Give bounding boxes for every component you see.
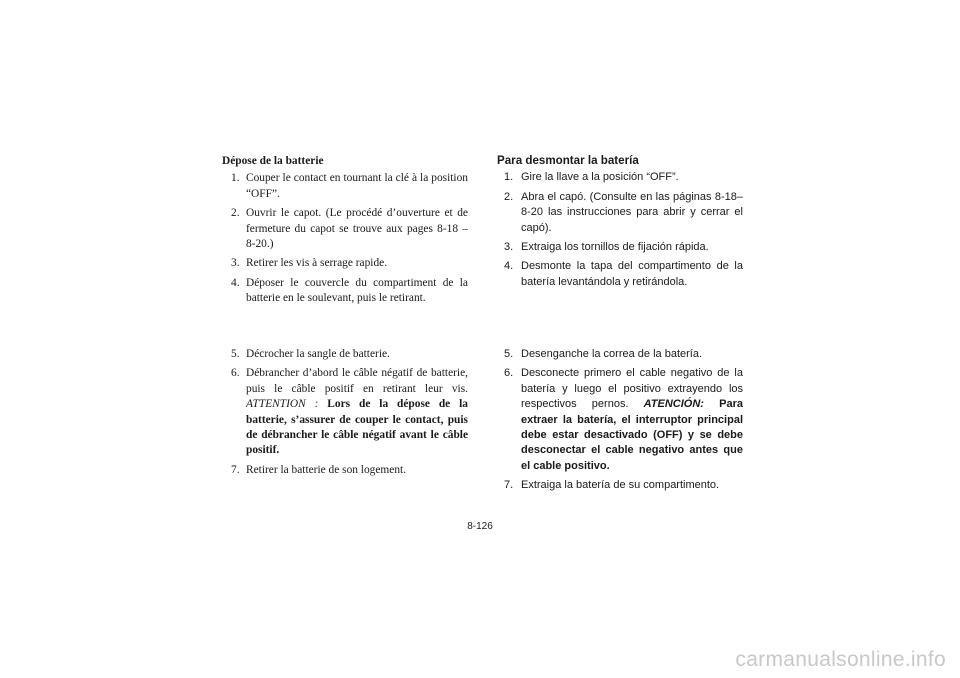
step-number: 6. [231,367,240,380]
step-number: 5. [231,348,240,360]
list-item [497,478,743,493]
step-text: Couper le contact en tournant la clé à la position “OFF”. [246,172,468,200]
list-item [497,190,743,236]
list-item [222,206,468,252]
step-number: 2. [504,190,514,203]
step-text: Décrocher la sangle de batterie. [246,348,390,360]
step-number: 3. [231,257,240,270]
step-text: Desmonte la tapa del compartimento de la batería levantándola y retirándola. [521,260,743,288]
watermark-footer: carmanualsonline.info [735,648,946,671]
warning-text: Lors de la dépose de la batterie, s’assurer de couper le contact, puis de débrancher le câble négatif avant le câble positif. [246,398,468,457]
list-item [222,256,468,271]
list-item [222,171,468,202]
step-number: 4. [504,260,514,273]
step-text: Débrancher d’abord le câble négatif de batterie, puis le câble positif en retirant leur vis. [246,367,468,395]
spanish-steps-bottom [497,347,743,494]
list-item [497,240,743,255]
step-number: 4. [231,276,240,289]
warning-text: Para extraer la batería, el interruptor principal debe estar desactivado (OFF) y se debe desconectar el cable negativo antes que el cable positivo. [521,398,743,472]
list-item [497,347,743,362]
step-text: Abra el capó. (Consulte en las páginas 8-18– 8-20 las instrucciones para abrir y cerrar el capó). [521,190,743,234]
warning-label: ATTENTION : [246,398,319,411]
list-item [222,366,468,458]
list-item [222,463,468,478]
step-text: Retirer la batterie de son logement. [246,463,407,476]
step-number: 7. [231,463,240,476]
list-item [222,276,468,307]
step-text: Déposer le couvercle du compartiment de la batterie en le soulevant, puis le retirant. [246,276,468,305]
page-number: 8-126 [467,521,493,532]
step-text: Retirer les vis à serrage rapide. [246,257,388,270]
step-number: 1. [504,171,514,184]
warning-label: ATENCIÓN: [643,398,704,411]
french-section-bottom [222,347,468,482]
step-text: Ouvrir le capot. (Le procédé d’ouverture et de fermeture du capot se trouve aux pages 8-18 – 8-20.) [246,207,468,251]
step-number: 1. [231,172,240,185]
list-item [497,170,743,185]
french-steps-top [222,171,468,306]
list-item [497,366,743,474]
step-text: Desconecte primero el cable negativo de la batería y luego el positivo extrayendo los respectivos pernos. [521,367,743,411]
step-number: 2. [231,207,240,220]
french-steps-bottom [222,347,468,478]
spanish-heading: Para desmontar la batería [497,154,639,167]
step-number: 3. [504,241,514,254]
french-section-top [222,154,468,311]
step-text: Extraiga la batería de su compartimento. [521,479,720,492]
step-text: Desenganche la correa de la batería. [521,348,703,360]
list-item [222,347,468,362]
step-number: 7. [504,479,514,492]
french-heading: Dépose de la batterie [222,155,324,167]
spanish-section-top [497,153,743,294]
step-text: Gire la llave a la posición “OFF”. [521,171,679,184]
spanish-steps-top [497,170,743,290]
step-text: Extraiga los tornillos de fijación rápida. [521,241,709,254]
spanish-section-bottom [497,347,743,498]
step-number: 5. [504,348,514,360]
step-number: 6. [504,367,514,380]
list-item [497,259,743,290]
